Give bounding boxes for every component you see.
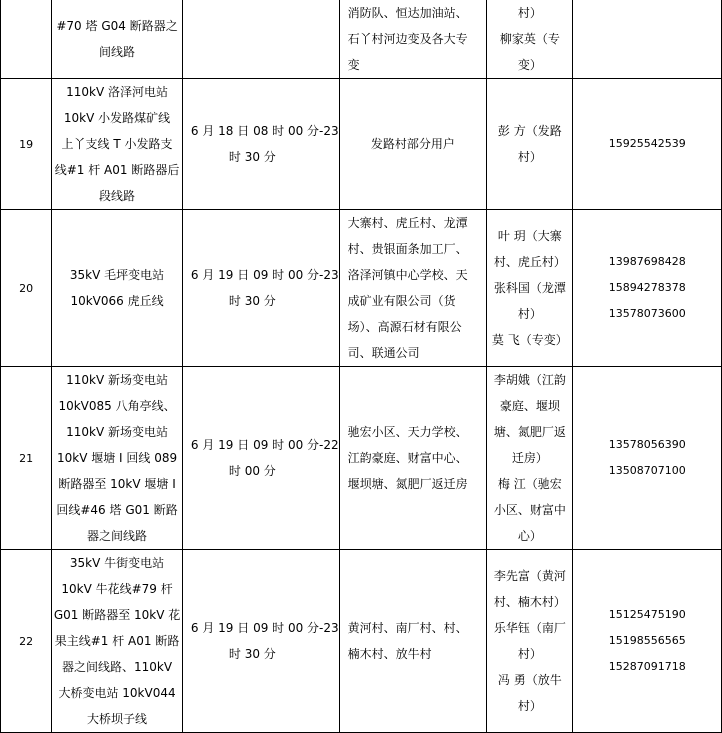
outage-line-line-text: 间线路 <box>99 44 136 59</box>
affected-area-line-text: 江韵豪庭、财富中心、 <box>347 451 468 465</box>
outage-time-line-text: 6 月 19 日 09 时 00 分-22 <box>190 438 339 452</box>
outage-time-line-text: 时 30 分 <box>228 294 276 308</box>
table-row <box>1 79 722 210</box>
affected-area-cell <box>339 367 487 550</box>
affected-area-line-text: 楠木村、放牛村 <box>347 647 432 661</box>
contact-person-line-text: 塘、氮肥厂返 <box>493 425 566 439</box>
phone-line-text: 15287091718 <box>608 660 686 673</box>
outage-line-line-text: 35kV 牛街变电站 <box>69 556 165 570</box>
phone-line-text: 13578056390 <box>608 438 686 451</box>
outage-line-lines <box>52 13 182 65</box>
outage-line-line-text: 10kV066 虎丘线 <box>70 294 164 308</box>
outage-line-line-text: 器之间线路、110kV <box>62 660 173 674</box>
outage-line-lines <box>52 550 182 732</box>
outage-time-lines <box>183 118 339 170</box>
outage-line-cell <box>52 550 183 733</box>
outage-line-line-text: 10kV 小发路煤矿线 <box>63 111 171 125</box>
outage-line-lines <box>52 79 182 209</box>
affected-area-line-text: 发路村部分用户 <box>370 137 455 151</box>
contact-person-cell <box>487 210 573 367</box>
contact-person-line-text: 莫 飞（专变） <box>491 333 568 347</box>
contact-person-cell <box>487 79 573 210</box>
affected-area-line-text: 黄河村、南厂村、村、 <box>347 621 468 635</box>
outage-time-cell <box>182 0 339 79</box>
contact-person-cell <box>487 550 573 733</box>
outage-line-line-text: 110kV 洛泽河电站 <box>66 85 168 99</box>
outage-line-line-text: 上丫支线 T 小发路支 <box>61 137 173 151</box>
outage-line-line-text: 10kV 堰塘 I 回线 089 <box>56 451 178 465</box>
phone-cell <box>573 210 722 367</box>
contact-person-lines <box>487 367 572 549</box>
affected-area-line-text: 大寨村、虎丘村、龙潭 <box>347 216 468 230</box>
outage-time-cell <box>182 79 339 210</box>
outage-line-line-text: G01 断路器至 10kV 花 <box>53 608 181 622</box>
contact-person-cell <box>487 0 573 79</box>
outage-time-line-text: 时 30 分 <box>228 150 276 164</box>
phone-line-text: 15925542539 <box>608 137 686 150</box>
outage-line-line-text: 110kV 新场变电站 <box>66 425 168 439</box>
affected-area-line-text: 消防队、恒达加油站、 <box>347 5 468 20</box>
outage-line-line-text: 段线路 <box>99 189 136 203</box>
row-number: 20 <box>19 281 34 295</box>
phone-line-text: 15125475190 <box>608 608 686 621</box>
row-number: 21 <box>19 451 34 465</box>
outage-time-cell <box>182 367 339 550</box>
row-number-cell <box>1 79 52 210</box>
phone-line-text: 13508707100 <box>608 464 686 477</box>
row-number-cell <box>1 367 52 550</box>
affected-area-line-text: 堰坝塘、氮肥厂返迁房 <box>347 477 468 491</box>
phone-cell <box>573 79 722 210</box>
contact-person-line-text: 张科国（龙潭 <box>493 281 566 295</box>
contact-person-line-text: 村） <box>517 5 542 20</box>
contact-person-line-text: 村、虎丘村） <box>493 255 566 269</box>
row-number: 19 <box>19 137 34 151</box>
contact-person-lines <box>487 223 572 353</box>
row-number: 22 <box>19 634 34 648</box>
outage-time-line-text: 时 30 分 <box>228 647 276 661</box>
table-row <box>1 210 722 367</box>
phone-line-text: 15894278378 <box>608 281 686 294</box>
phone-lines <box>573 602 721 680</box>
contact-person-lines <box>487 0 572 78</box>
outage-line-cell <box>52 367 183 550</box>
contact-person-line-text: 变） <box>517 57 542 72</box>
outage-line-line-text: 35kV 毛坪变电站 <box>69 268 165 282</box>
outage-line-line-text: 10kV085 八角亭线、 <box>58 399 176 413</box>
outage-line-lines <box>52 262 182 314</box>
outage-time-lines <box>183 615 339 667</box>
contact-person-line-text: 叶 玥（大寨 <box>497 229 562 243</box>
affected-area-line-text: 驰宏小区、天力学校、 <box>347 425 468 439</box>
contact-person-line-text: 柳家英（专 <box>499 31 560 46</box>
phone-lines <box>573 131 721 157</box>
contact-person-lines <box>487 118 572 170</box>
outage-line-line-text: 110kV 新场变电站 <box>66 373 168 387</box>
outage-time-cell <box>182 550 339 733</box>
outage-line-line-text: 大桥变电站 10kV044 <box>58 686 176 700</box>
affected-area-lines <box>340 615 487 667</box>
outage-line-cell <box>52 79 183 210</box>
contact-person-line-text: 村） <box>517 699 542 713</box>
affected-area-line-text: 司、联通公司 <box>347 346 420 360</box>
affected-area-cell <box>339 550 487 733</box>
phone-line-text: 15198556565 <box>608 634 686 647</box>
contact-person-line-text: 彭 方（发路 <box>497 124 562 138</box>
table-row <box>1 550 722 733</box>
affected-area-cell <box>339 0 487 79</box>
contact-person-lines <box>487 563 572 719</box>
outage-time-line-text: 时 00 分 <box>228 464 276 478</box>
contact-person-line-text: 心） <box>517 529 542 543</box>
phone-lines <box>573 249 721 327</box>
contact-person-line-text: 村） <box>517 307 542 321</box>
outage-line-line-text: 断路器至 10kV 堰塘 I <box>58 477 176 491</box>
phone-lines <box>573 432 721 484</box>
table-row <box>1 367 722 550</box>
row-number-cell <box>1 550 52 733</box>
outage-line-line-text: 果主线#1 杆 A01 断路 <box>54 634 180 648</box>
table-row <box>1 0 722 79</box>
outage-line-line-text: 回线#46 塔 G01 断路 <box>56 503 178 517</box>
outage-time-line-text: 6 月 19 日 09 时 00 分-23 <box>190 268 339 282</box>
outage-time-lines <box>183 262 339 314</box>
outage-time-lines <box>183 432 339 484</box>
contact-person-line-text: 李胡娥（江韵 <box>493 373 566 387</box>
contact-person-line-text: 冯 勇（放牛 <box>497 673 562 687</box>
contact-person-line-text: 村） <box>517 647 542 661</box>
contact-person-line-text: 豪庭、堰坝 <box>499 399 560 413</box>
outage-line-line-text: 10kV 牛花线#79 杆 <box>61 582 173 596</box>
contact-person-line-text: 迁房） <box>511 451 548 465</box>
contact-person-line-text: 村、楠木村） <box>493 595 566 609</box>
outage-time-line-text: 6 月 19 日 09 时 00 分-23 <box>190 621 339 635</box>
affected-area-lines <box>340 0 487 78</box>
outage-line-lines <box>52 367 182 549</box>
affected-area-line-text: 成矿业有限公司（货 <box>347 294 456 308</box>
contact-person-line-text: 村） <box>517 150 542 164</box>
affected-area-line-text: 石丫村河边变及各大专 <box>347 31 468 46</box>
outage-time-line-text: 6 月 18 日 08 时 00 分-23 <box>190 124 339 138</box>
affected-area-cell <box>339 210 487 367</box>
phone-cell <box>573 0 722 79</box>
affected-area-cell <box>339 79 487 210</box>
outage-time-cell <box>182 210 339 367</box>
affected-area-lines <box>340 210 487 366</box>
affected-area-line-text: 变 <box>347 57 360 72</box>
contact-person-line-text: 李先富（黄河 <box>493 569 566 583</box>
contact-person-cell <box>487 367 573 550</box>
phone-cell <box>573 367 722 550</box>
row-number-cell <box>1 210 52 367</box>
outage-line-cell <box>52 210 183 367</box>
affected-area-lines <box>340 131 487 157</box>
outage-line-line-text: 线#1 杆 A01 断路器后 <box>54 163 180 177</box>
outage-table-body <box>1 0 722 733</box>
outage-line-line-text: #70 塔 G04 断路器之 <box>56 18 178 33</box>
outage-line-line-text: 大桥坝子线 <box>87 712 148 726</box>
contact-person-line-text: 小区、财富中 <box>493 503 566 517</box>
affected-area-line-text: 场）、高源石材有限公 <box>347 320 462 334</box>
outage-line-cell <box>52 0 183 79</box>
phone-line-text: 13578073600 <box>608 307 686 320</box>
affected-area-line-text: 洛泽河镇中心学校、天 <box>347 268 468 282</box>
affected-area-lines <box>340 419 487 497</box>
phone-line-text: 13987698428 <box>608 255 686 268</box>
row-number-cell <box>1 0 52 79</box>
outage-line-line-text: 器之间线路 <box>87 529 148 543</box>
affected-area-line-text: 村、贵银面条加工厂、 <box>347 242 468 256</box>
contact-person-line-text: 梅 江（驰宏 <box>497 477 562 491</box>
contact-person-line-text: 乐华钰（南厂 <box>493 621 566 635</box>
phone-cell <box>573 550 722 733</box>
